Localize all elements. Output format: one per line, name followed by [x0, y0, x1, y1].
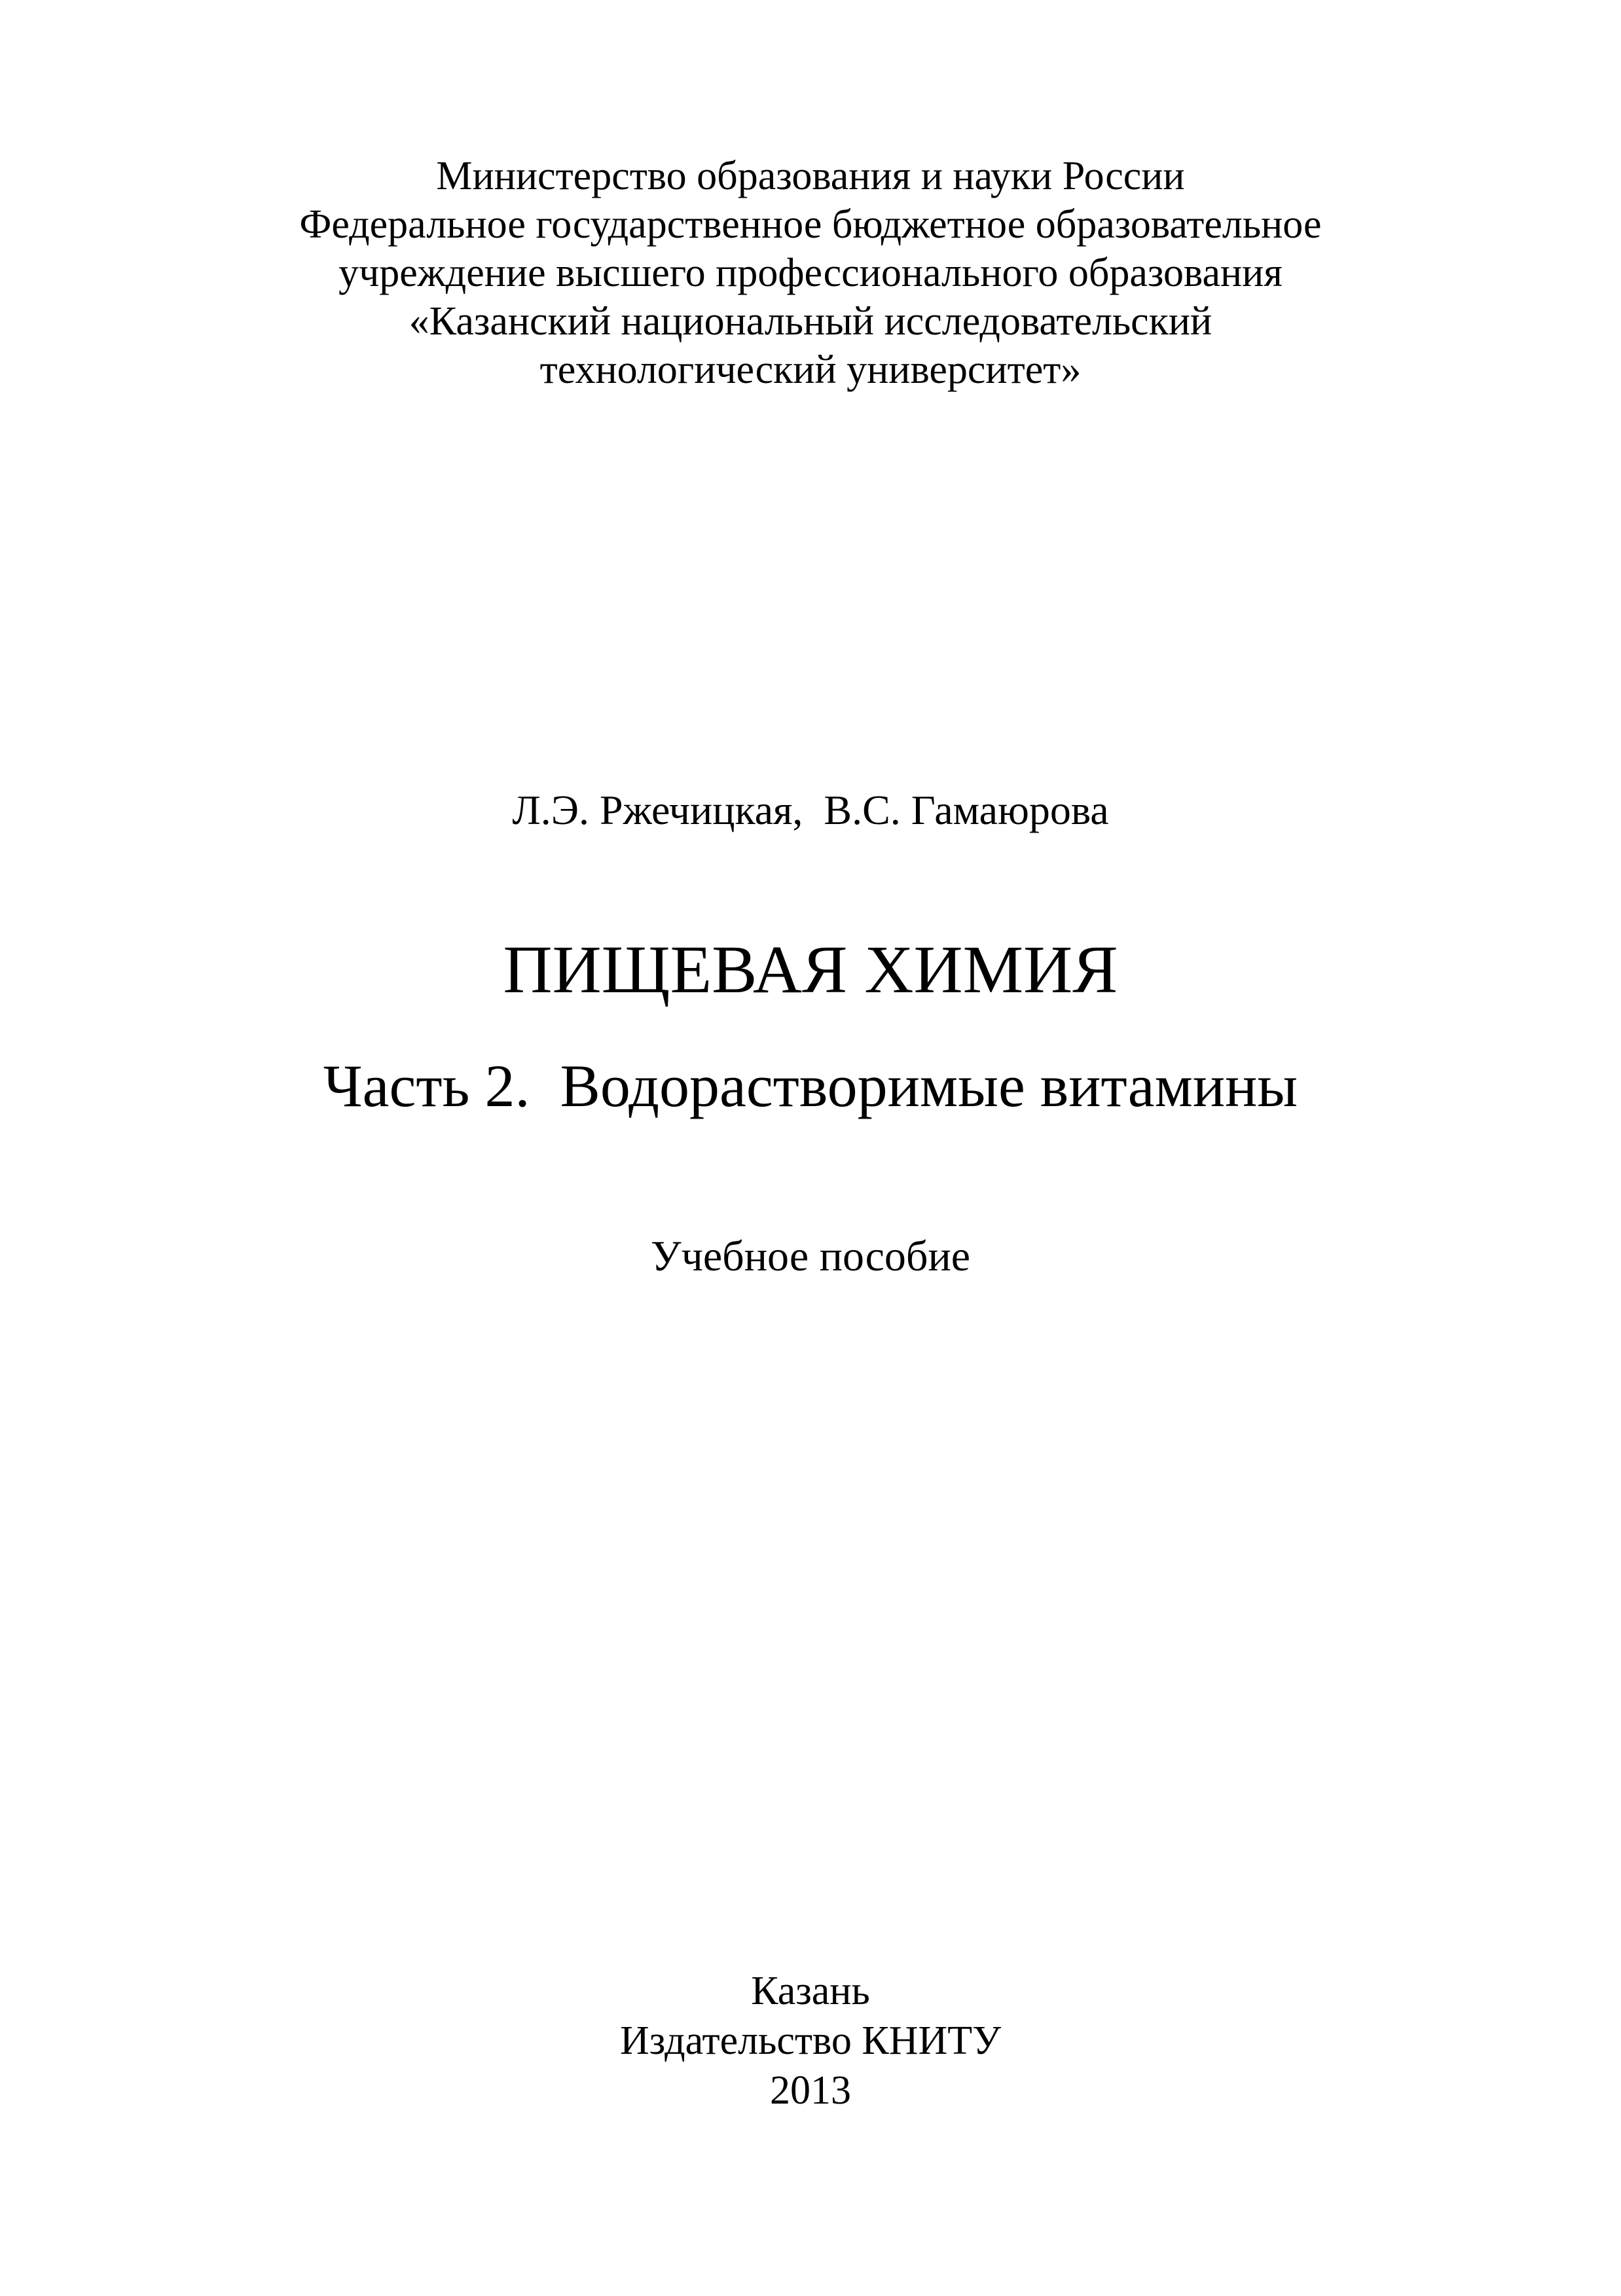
institution-name-continued: технологический университет»	[539, 348, 1082, 392]
imprint-city: Казань	[751, 1969, 870, 2013]
institution-type: Федеральное государственное бюджетное образовательное	[299, 202, 1322, 247]
institution-type-continued: учреждение высшего профессионального образования	[338, 251, 1283, 295]
institution-name: «Казанский национальный исследовательский	[409, 299, 1212, 344]
imprint-publisher: Издательство КНИТУ	[619, 2018, 1002, 2063]
imprint-block	[0, 1966, 1621, 2115]
authors: Л.Э. Ржечицкая, В.С. Гамаюрова	[512, 787, 1109, 833]
book-subtitle: Часть 2. Водорастворимые витамины	[323, 1052, 1298, 1119]
book-title: ПИЩЕВАЯ ХИМИЯ	[503, 932, 1118, 1007]
document-type: Учебное пособие	[650, 1232, 971, 1280]
institution-block	[0, 152, 1621, 394]
institution-ministry: Министерство образования и науки России	[436, 154, 1185, 198]
imprint-year: 2013	[770, 2068, 851, 2113]
